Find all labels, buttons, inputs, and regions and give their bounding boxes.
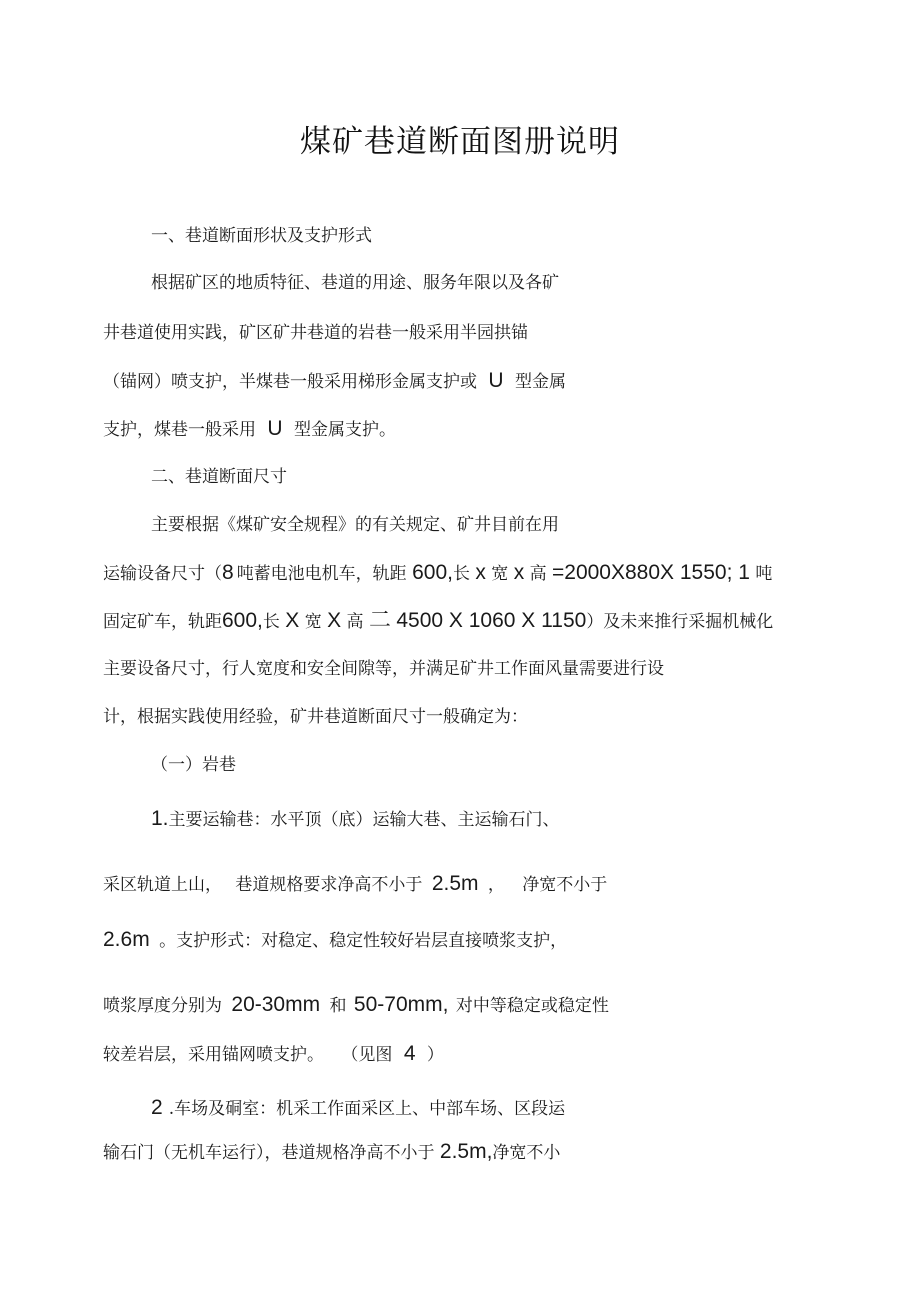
paragraph-line xyxy=(103,658,664,680)
text-run: 2.5m, xyxy=(439,1140,493,1163)
text-run: 固定矿车，轨距 xyxy=(103,612,222,632)
text-run: 4 xyxy=(403,1042,416,1065)
text-run: （见图 xyxy=(341,1045,393,1065)
paragraph-line xyxy=(103,994,609,1017)
text-run: ， xyxy=(487,875,505,895)
paragraph-line xyxy=(103,706,528,728)
text-run: 2.5m xyxy=(431,872,479,895)
paragraph-line xyxy=(103,322,528,344)
paragraph-line xyxy=(151,1097,565,1120)
text-run: 高 xyxy=(529,564,547,584)
text-run: 。支护形式：对稳定、稳定性较好岩层直接喷浆支护， xyxy=(159,931,568,951)
text-run: 1. xyxy=(151,807,169,830)
paragraph-line xyxy=(103,418,396,441)
paragraph-line xyxy=(103,562,772,585)
text-run: 计，根据实践使用经验，矿井巷道断面尺寸一般确定为： xyxy=(103,707,528,727)
text-run: （锚网）喷支护，半煤巷一般采用梯形金属支护或 xyxy=(103,372,477,392)
paragraph-line xyxy=(151,514,559,536)
text-run: ）及未来推行采掘机械化 xyxy=(586,612,774,632)
text-run: 二、巷道断面尺寸 xyxy=(151,467,287,487)
text-run: 主要根据《煤矿安全规程》的有关规定、矿井目前在用 xyxy=(151,515,559,535)
text-run: 600, xyxy=(222,609,263,632)
text-run: 600, xyxy=(412,561,453,584)
text-run: 和 xyxy=(329,996,347,1016)
text-run: x xyxy=(475,561,486,584)
text-run: 输石门（无机车运行），巷道规格净高不小于 xyxy=(103,1143,435,1163)
text-run: 型金属 xyxy=(514,372,566,392)
text-run: 井巷道使用实践，矿区矿井巷道的岩巷一般采用半园拱锚 xyxy=(103,323,528,343)
text-run: X xyxy=(285,609,300,632)
text-run: U xyxy=(267,417,283,440)
text-run: 8 xyxy=(222,561,234,584)
text-run: 20-30mm xyxy=(231,993,321,1016)
subsection-heading xyxy=(151,754,236,776)
text-run: 长 xyxy=(262,612,280,632)
text-run: 运输设备尺寸（ xyxy=(103,564,222,584)
text-run: 二 xyxy=(368,608,391,633)
text-run: 50-70mm, xyxy=(353,993,449,1016)
text-run: 吨 xyxy=(755,564,773,584)
paragraph-line xyxy=(103,873,607,896)
text-run: 4500 X 1060 X 1150 xyxy=(396,609,587,632)
text-run: .车场及硐室：机采工作面采区上、中部车场、区段运 xyxy=(168,1099,566,1119)
section-heading-1 xyxy=(151,225,372,247)
text-run: 主要运输巷：水平顶（底）运输大巷、主运输石门、 xyxy=(168,810,560,830)
section-heading-2 xyxy=(151,466,287,488)
paragraph-line xyxy=(103,610,773,633)
paragraph-line xyxy=(103,1141,560,1164)
text-run: 宽 xyxy=(304,612,322,632)
text-run: 巷道规格要求净高不小于 xyxy=(235,875,423,895)
text-run: 采区轨道上山， xyxy=(103,875,222,895)
text-run: 根据矿区的地质特征、巷道的用途、服务年限以及各矿 xyxy=(151,273,559,293)
text-run: 对中等稳定或稳定性 xyxy=(455,996,609,1016)
text-run: 净宽不小 xyxy=(492,1143,561,1163)
text-run: 主要设备尺寸，行人宽度和安全间隙等，并满足矿井工作面风量需要进行设 xyxy=(103,659,664,679)
text-run: （一）岩巷 xyxy=(151,755,236,775)
text-run: 吨蓄电池电机车，轨距 xyxy=(236,564,407,584)
text-run: 较差岩层，采用锚网喷支护。 xyxy=(103,1045,324,1065)
text-run: 一、巷道断面形状及支护形式 xyxy=(151,226,372,246)
text-run: X xyxy=(327,609,342,632)
paragraph-line xyxy=(151,808,560,831)
text-run: 高 xyxy=(346,612,364,632)
paragraph-line xyxy=(103,370,566,393)
text-run: 2 xyxy=(151,1096,163,1119)
text-run: 宽 xyxy=(491,564,509,584)
text-run: ） xyxy=(426,1045,444,1065)
text-run: U xyxy=(488,369,504,392)
text-run: 支护，煤巷一般采用 xyxy=(103,420,256,440)
document-title: 煤矿巷道断面图册说明 xyxy=(300,124,620,160)
text-run: x xyxy=(513,561,525,584)
text-run: =2000X880X 1550; 1 xyxy=(552,561,750,584)
paragraph-line xyxy=(103,1043,444,1066)
text-run: 2.6m xyxy=(103,928,150,951)
paragraph-line xyxy=(103,929,567,952)
text-run: 净宽不小于 xyxy=(522,875,608,895)
text-run: 长 xyxy=(452,564,470,584)
text-run: 喷浆厚度分别为 xyxy=(103,996,222,1016)
paragraph-line xyxy=(151,272,559,294)
text-run: 型金属支护。 xyxy=(293,420,396,440)
